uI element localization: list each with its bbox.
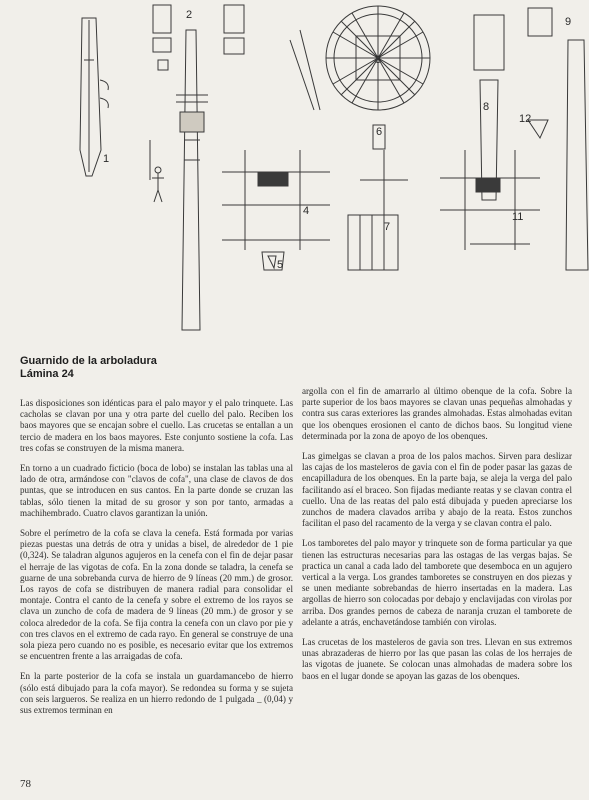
section-title: Guarnido de la arboladura [20, 355, 157, 367]
fig-label-2: 2 [186, 9, 193, 21]
paragraph: Sobre el perímetro de la cofa se clava la cenefa. Está formada por varias piezas puestas una detrás de otra y unidas a bisel, de alrededor de 1 pie (0,324). Se taladran algunos agujeros en la cenefa con el fin de dejar pasar el herraje de las vigotas de cofa. En la zona donde se taladra, la cenefa se guarne de una sobrebanda curva de hierro de 9 líneas (20 mm.) de grosor. Los rayos de cofa se distribuyen de manera radial para consolidar el montaje. Contra el canto de la cenefa y sobre el extremo de los rayos se clava un zuncho de cofa de madera de 9 líneas (20 mm.) de grosor y se coloca alrededor de la cofa. Se fija contra la cenefa con un clavo por pie y con tres clavos en el extremo de cada rayo. En general se construye de una sola pieza pero cuando no es posible, es necesario evitar que los extremos se encuentren frente a las arraigadas de cofa. [20, 528, 293, 662]
paragraph: argolla con el fin de amarrarlo al último obenque de la cofa. Sobre la parte superior de los baos mayores se clavan unas pequeñas almohadas y contra sus caras exteriores las grandes almohadas. Estas almohadas evitan que los obenques erosionen el canto de dichos baos. Su longitud viene determinada por la zona de apoyo de los obenques. [302, 386, 572, 441]
fig-label-11: 11 [512, 211, 524, 223]
figure-8-9-masts [474, 8, 588, 270]
fig-label-1: 1 [103, 153, 110, 165]
fig-label-3: 3 [375, 54, 382, 66]
fig-label-12: 12 [519, 113, 532, 125]
paragraph: En torno a un cuadrado ficticio (boca de lobo) se instalan las tablas una al lado de otra, armándose con "clavos de cofa", una clase de clavos de dos puntas, que se introducen en sus cantos. En la parte donde se cruzan las tablas, sólo tienen la mitad de su grosor y son por tanto, armadas a machihembrado. Cuatro clavos garantizan la unión. [20, 463, 293, 518]
section-heading [20, 355, 320, 381]
paragraph: Las crucetas de los masteleros de gavia son tres. Llevan en sus extremos unas abrazaderas de hierro por las que pasan las colas de los herrajes de las vigotas de juanete. Se colocan unas almohadas de madera sobre los baos en el lugar donde se apoyan las gazas de los obenques. [302, 637, 572, 681]
fig-label-7: 7 [384, 221, 391, 233]
paragraph: Las disposiciones son idénticas para el palo mayor y el palo trinquete. Las cacholas se clavan por una y otra parte del cuello del palo. Reciben los baos mayores que se encajan sobre el cuello. Las crucetas se entallan a un tercio de madera en los baos mayores. Este conjunto sostiene la cofa. Las tres cofas se construyen de la misma manera. [20, 398, 293, 453]
fig-label-8: 8 [483, 101, 490, 113]
left-text-column [20, 398, 293, 725]
right-text-column [302, 386, 572, 691]
plate-number: Lámina 24 [20, 368, 74, 380]
figure-4-crosstrees [222, 150, 330, 270]
figure-2-caps [153, 5, 244, 70]
fig-label-6: 6 [376, 126, 383, 138]
paragraph: Los tamboretes del palo mayor y trinquete son de forma particular ya que tienen las estructuras necesarias para las ostagas de las vergas bajas. Se practica un canal a cada lado del tamborete que desemboca en un agujero vertical a la verga. Los grandes tamboretes se construyen en dos piezas y se unen mediante sobrebandas de hierro insertadas en la madera. Las argollas de hierro son colocadas por debajo y enclavijadas con virolas por arriba. Dos grandes pernos de cabeza de naranja cruzan el tamborete de adelante a atrás, enchavetándose también con virolas. [302, 538, 572, 627]
figure-labels [103, 9, 571, 271]
figure-3-top-platform [290, 6, 430, 110]
figure-5-piece [268, 256, 276, 268]
page-number: 78 [20, 778, 31, 790]
fig-label-9: 9 [565, 16, 572, 28]
paragraph: En la parte posterior de la cofa se instala un guardamancebo de hierro (sólo está dibujado para la cofa mayor). Se redondea su forma y se sujeta con seis largueros. Se realiza en un hierro redondo de 1 pulgada _ (0,04) y sus extremos terminan en [20, 671, 293, 716]
scale-figure-icon [150, 140, 164, 202]
rigging-plate-illustration [0, 0, 589, 340]
figure-6-7-parts [348, 125, 408, 270]
central-mast [176, 30, 208, 330]
paragraph: Las gimelgas se clavan a proa de los palos machos. Sirven para deslizar las cajas de los masteleros de gavia con el fin de poder pasar las gazas de encapilladura de los obenques. En la parte baja, se aleja la verga del palo facilitando así el braceo. Son fijadas mediante reatas y se clavan contra el cuello. Una de las reatas del palo está dibujada y pueden apreciarse los zunchos de madera clavados arriba y abajo de la reata. Estos zunchos facilitan el paso del racamento de la verga y se clavan contra el palo. [302, 451, 572, 529]
fig-label-5: 5 [277, 259, 284, 271]
fig-label-4: 4 [303, 205, 310, 217]
